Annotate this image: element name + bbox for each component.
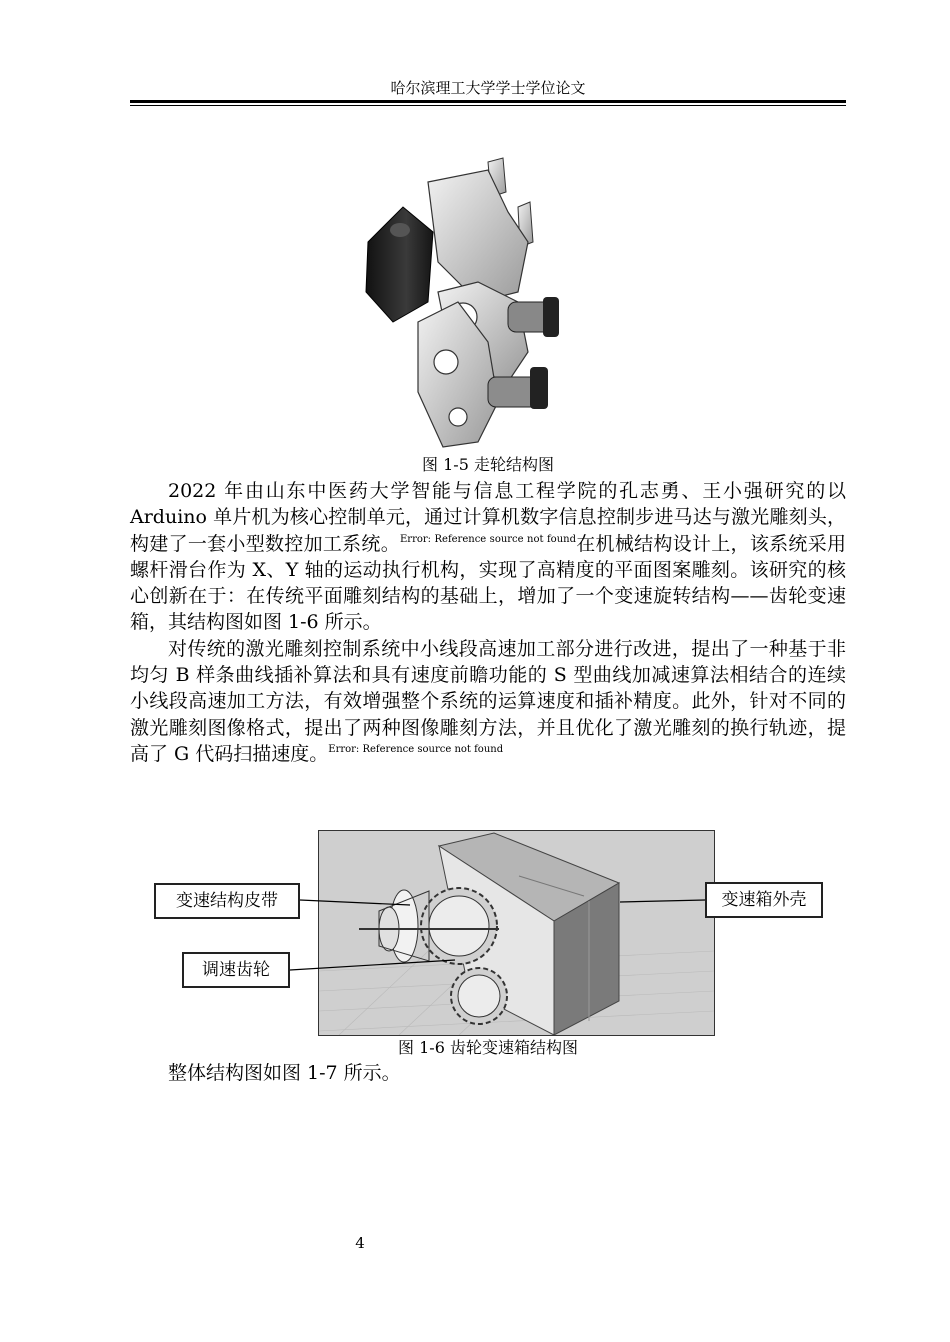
header-rule-thin <box>130 105 846 106</box>
reference-error: Error: Reference source not found <box>400 533 576 545</box>
gearbox-drawing <box>319 831 714 1035</box>
figure1-caption: 图 1-5 走轮结构图 <box>422 455 554 474</box>
paragraph-2 <box>130 636 846 767</box>
figure2-caption: 图 1-6 齿轮变速箱结构图 <box>398 1038 578 1057</box>
body-text-block <box>130 478 846 767</box>
reference-error-2: Error: Reference source not found <box>328 743 504 755</box>
header-rule-thick <box>130 100 846 103</box>
running-header: 哈尔滨理工大学学士学位论文 <box>390 79 586 97</box>
figure-gearbox <box>318 830 715 1036</box>
paragraph-3-block <box>130 1060 846 1086</box>
paragraph-1 <box>130 478 846 636</box>
label-belt: 变速结构皮带 <box>154 883 300 919</box>
paragraph-2-text: 对传统的激光雕刻控制系统中小线段高速加工部分进行改进，提出了一种基于非均匀 B 样条曲线插补算法和具有速度前瞻功能的 S 型曲线加减速算法相结合的连续小线段高速加工方法，有效增强整个系统的运算速度和插补精度。此外，针对不同的激光雕刻图像格式，提出了两种图像雕刻方法，并且优化了激光雕刻的换行轨迹，提高了 G 代码扫描速度。 <box>130 637 846 765</box>
paragraph-1-text-b: 在机械结构设计上，该系统采用螺杆滑台作为 X、Y 轴的运动执行机构，实现了高精度的平面图案雕刻。该研究的核心创新在于：在传统平面雕刻结构的基础上，增加了一个变速旋转结构——齿轮变速箱，其结构图如图 1-6 所示。 <box>130 532 846 634</box>
figure-wheel-mechanism <box>358 152 566 452</box>
paragraph-1-text-a: 2022 年由山东中医药大学智能与信息工程学院的孔志勇、王小强研究的以 Arduino 单片机为核心控制单元，通过计算机数字信息控制步进马达与激光雕刻头，构建了一套小型数控加工系统。 <box>130 480 846 555</box>
page-number: 4 <box>355 1234 365 1252</box>
label-gearbox-shell: 变速箱外壳 <box>705 882 823 918</box>
paragraph-3: 整体结构图如图 1-7 所示。 <box>168 1062 401 1084</box>
label-speed-gear: 调速齿轮 <box>182 952 290 988</box>
